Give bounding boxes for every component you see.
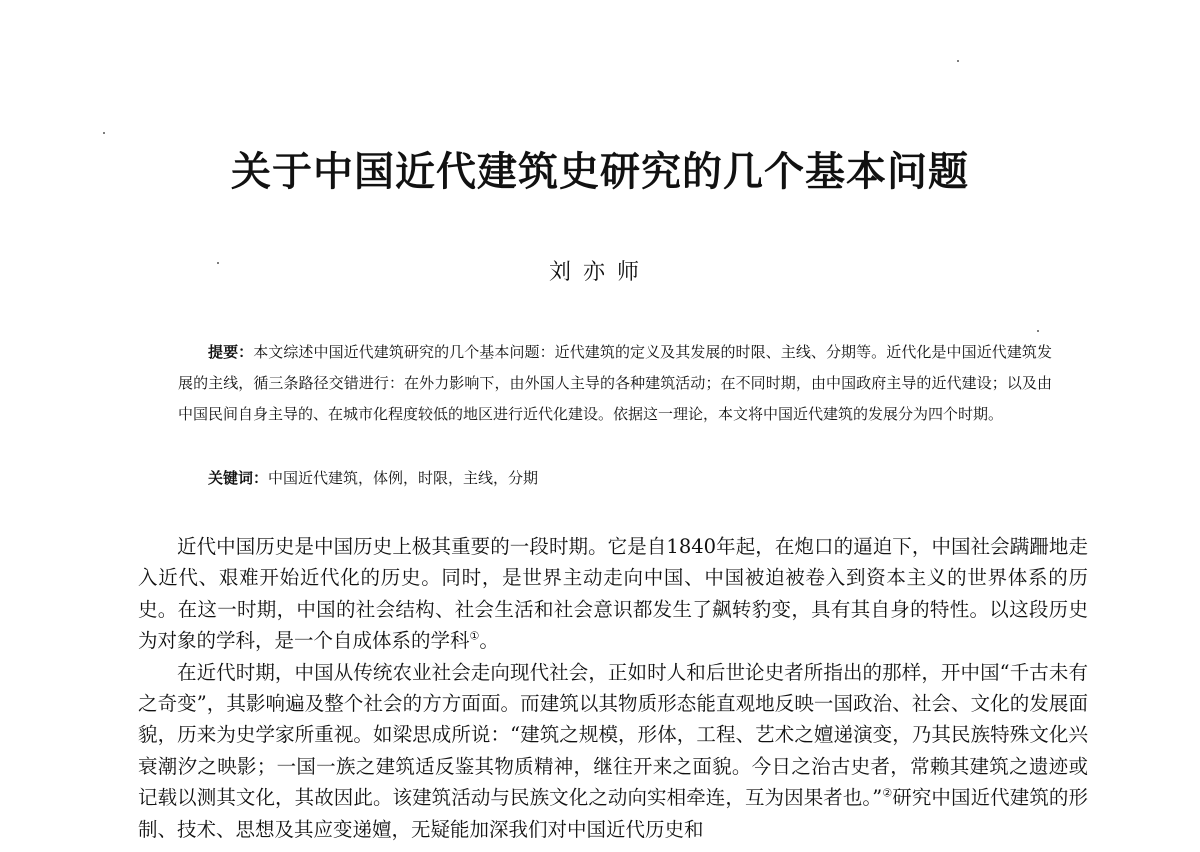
keywords-label: 关键词： bbox=[208, 469, 269, 487]
body-paragraph-1-text: 近代中国历史是中国历史上极其重要的一段时期。它是自1840年起，在炮口的逼迫下，中国社会蹒跚地走入近代、艰难开始近代化的历史。同时，是世界主动走向中国、中国被迫被卷入到资本主义的世界体系的历史。在这一时期，中国的社会结构、社会生活和社会意识都发生了飙转豹变，具有其自身的特性。以这段历史为对象的学科，是一个自成体系的学科 bbox=[138, 535, 1088, 653]
body-paragraph-1 bbox=[138, 531, 1088, 657]
body-paragraph-1-tail: 。 bbox=[479, 629, 499, 653]
scan-speck bbox=[103, 132, 105, 134]
body-text bbox=[138, 531, 1088, 845]
abstract bbox=[178, 337, 1052, 430]
scan-speck bbox=[1037, 330, 1039, 332]
author-name: 刘亦师 bbox=[548, 260, 651, 285]
scan-speck bbox=[217, 262, 219, 264]
footnote-marker-1: ① bbox=[469, 629, 480, 643]
keywords bbox=[208, 463, 1068, 494]
keywords-text: 中国近代建筑，体例，时限，主线，分期 bbox=[268, 469, 539, 487]
body-paragraph-2-text-b: 研究中国近代建筑的形制、技术、思想及其应变递嬗，无疑能加深我们对中国近代历史和 bbox=[138, 786, 1088, 841]
body-paragraph-2 bbox=[138, 657, 1088, 845]
scan-speck bbox=[957, 60, 959, 62]
body-paragraph-2-text-a: 在近代时期，中国从传统农业社会走向现代社会，正如时人和后世论史者所指出的那样，开中国“千古未有之奇变”，其影响遍及整个社会的方方面面。而建筑以其物质形态能直观地反映一国政治、社会、文化的发展面貌，历来为史学家所重视。如梁思成所说：“建筑之规模，形体，工程、艺术之嬗递演变，乃其民族特殊文化兴衰潮汐之映影；一国一族之建筑适反鉴其物质精神，继往开来之面貌。今日之治古史者，常赖其建筑之遗迹或记载以测其文化，其故因此。该建筑活动与民族文化之动向实相牵连，互为因果者也。” bbox=[138, 660, 1088, 810]
paper-title: 关于中国近代建筑史研究的几个基本问题 bbox=[231, 149, 969, 195]
abstract-label: 提要： bbox=[208, 343, 254, 361]
abstract-text: 本文综述中国近代建筑研究的几个基本问题：近代建筑的定义及其发展的时限、主线、分期等。近代化是中国近代建筑发展的主线，循三条路径交错进行：在外力影响下，由外国人主导的各种建筑活动；在不同时期，由中国政府主导的近代建设；以及由中国民间自身主导的、在城市化程度较低的地区进行近代化建设。依据这一理论，本文将中国近代建筑的发展分为四个时期。 bbox=[178, 343, 1052, 423]
footnote-marker-2: ② bbox=[882, 786, 893, 800]
